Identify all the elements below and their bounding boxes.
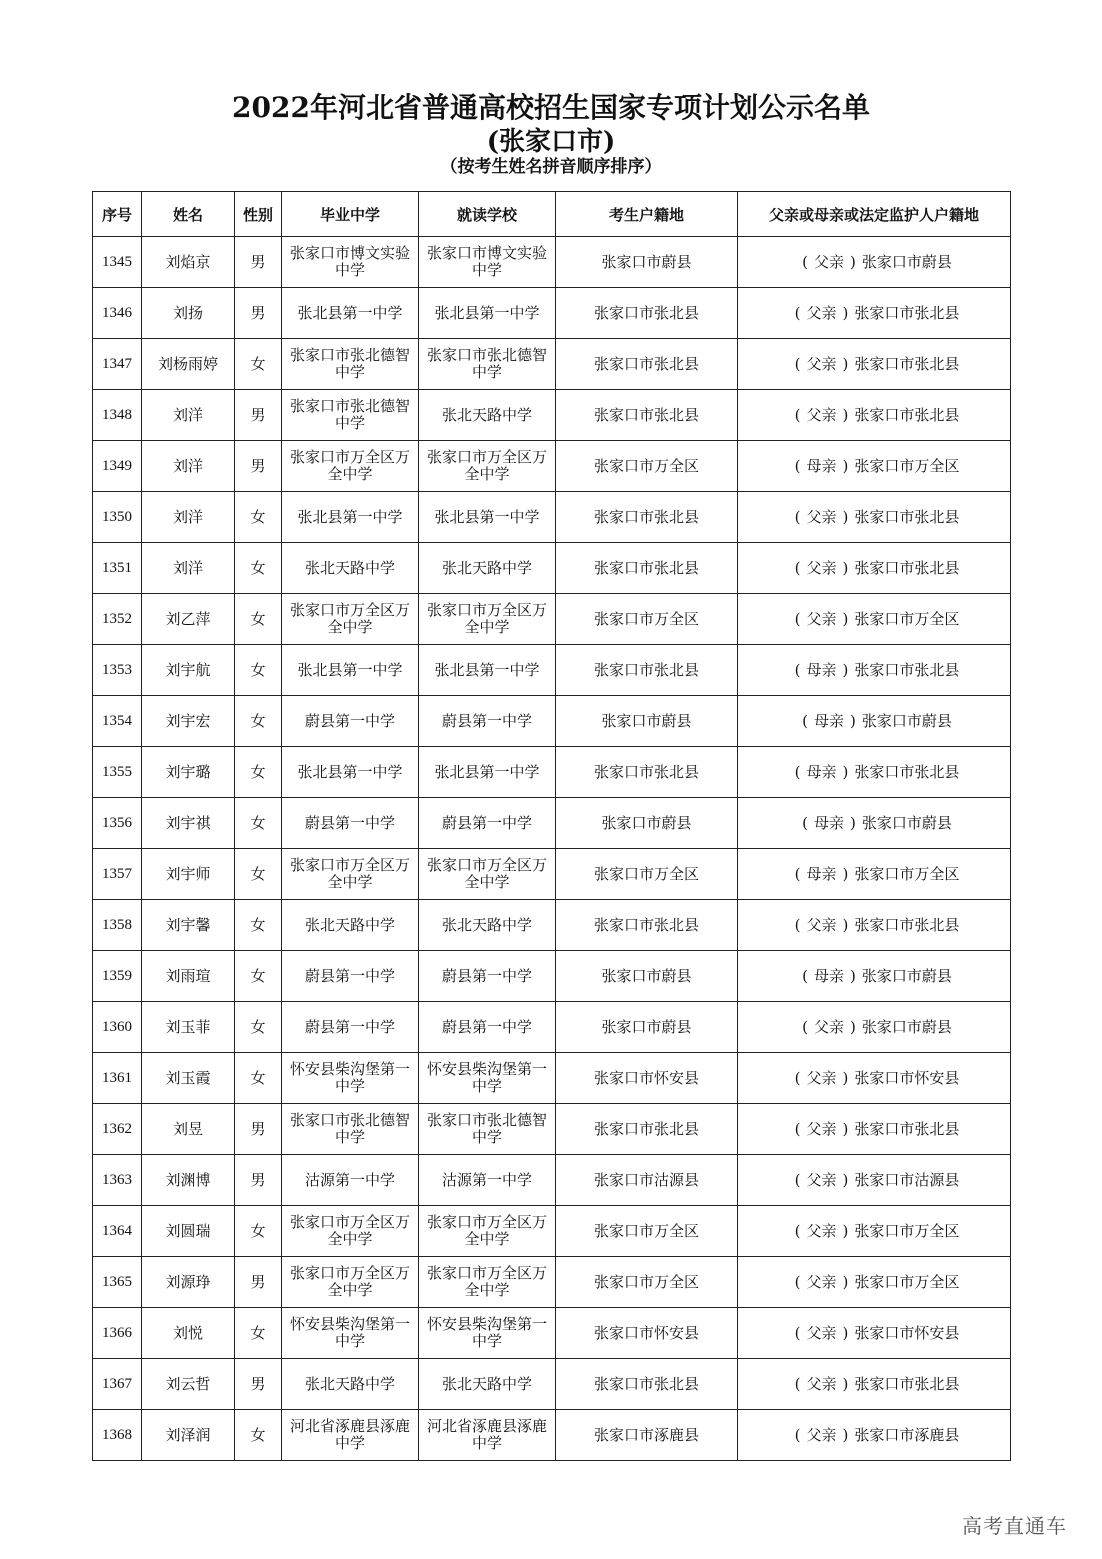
cell-gender: 女 bbox=[235, 849, 282, 900]
cell-name: 刘雨瑄 bbox=[142, 951, 235, 1002]
cell-gender: 女 bbox=[235, 951, 282, 1002]
table-row bbox=[93, 492, 1011, 543]
cell-grad-school: 张家口市张北德智中学 bbox=[282, 1104, 419, 1155]
cell-seq: 1367 bbox=[93, 1359, 142, 1410]
cell-current-school: 张家口市万全区万全中学 bbox=[419, 849, 556, 900]
cell-seq: 1361 bbox=[93, 1053, 142, 1104]
cell-current-school: 张北天路中学 bbox=[419, 900, 556, 951]
cell-grad-school: 沽源第一中学 bbox=[282, 1155, 419, 1206]
header-guardian-hukou: 父亲或母亲或法定监护人户籍地 bbox=[738, 192, 1011, 237]
cell-grad-school: 蔚县第一中学 bbox=[282, 1002, 419, 1053]
table-row bbox=[93, 441, 1011, 492]
cell-grad-school: 怀安县柴沟堡第一中学 bbox=[282, 1308, 419, 1359]
cell-hukou: 张家口市万全区 bbox=[556, 1206, 738, 1257]
guardian-relation: 父亲 bbox=[806, 609, 837, 628]
cell-name: 刘洋 bbox=[142, 441, 235, 492]
admission-roster-table bbox=[92, 191, 1011, 1461]
guardian-hukou-place: 张家口市张北县 bbox=[854, 303, 960, 322]
cell-hukou: 张家口市张北县 bbox=[556, 645, 738, 696]
cell-guardian-hukou: ( 父亲 ) 张家口市蔚县 bbox=[738, 237, 1011, 288]
cell-seq: 1355 bbox=[93, 747, 142, 798]
table-header-row bbox=[93, 192, 1011, 237]
cell-seq: 1348 bbox=[93, 390, 142, 441]
watermark: 高考直通车 bbox=[962, 1514, 1067, 1538]
cell-current-school: 蔚县第一中学 bbox=[419, 696, 556, 747]
guardian-hukou-place: 张家口市张北县 bbox=[854, 660, 960, 679]
cell-guardian-hukou: ( 母亲 ) 张家口市张北县 bbox=[738, 645, 1011, 696]
guardian-hukou-place: 张家口市蔚县 bbox=[861, 1017, 952, 1036]
cell-seq: 1356 bbox=[93, 798, 142, 849]
cell-gender: 女 bbox=[235, 645, 282, 696]
cell-name: 刘泽润 bbox=[142, 1410, 235, 1461]
guardian-hukou-place: 张家口市张北县 bbox=[854, 1119, 960, 1138]
cell-name: 刘云哲 bbox=[142, 1359, 235, 1410]
guardian-relation: 母亲 bbox=[813, 966, 844, 985]
guardian-relation: 父亲 bbox=[806, 303, 837, 322]
cell-gender: 男 bbox=[235, 1257, 282, 1308]
cell-grad-school: 张家口市万全区万全中学 bbox=[282, 849, 419, 900]
cell-grad-school: 张北县第一中学 bbox=[282, 747, 419, 798]
cell-guardian-hukou: ( 母亲 ) 张家口市蔚县 bbox=[738, 798, 1011, 849]
cell-name: 刘焰京 bbox=[142, 237, 235, 288]
cell-current-school: 河北省涿鹿县涿鹿中学 bbox=[419, 1410, 556, 1461]
guardian-hukou-place: 张家口市张北县 bbox=[854, 915, 960, 934]
table-row bbox=[93, 1410, 1011, 1461]
guardian-relation: 父亲 bbox=[806, 507, 837, 526]
cell-guardian-hukou: ( 母亲 ) 张家口市蔚县 bbox=[738, 696, 1011, 747]
guardian-relation: 父亲 bbox=[806, 354, 837, 373]
cell-gender: 男 bbox=[235, 1359, 282, 1410]
guardian-hukou-place: 张家口市蔚县 bbox=[861, 966, 952, 985]
document-title: 2022年河北省普通高校招生国家专项计划公示名单 bbox=[232, 91, 870, 124]
guardian-relation: 父亲 bbox=[806, 1119, 837, 1138]
cell-name: 刘悦 bbox=[142, 1308, 235, 1359]
table-row bbox=[93, 1257, 1011, 1308]
cell-guardian-hukou: ( 父亲 ) 张家口市张北县 bbox=[738, 492, 1011, 543]
cell-hukou: 张家口市蔚县 bbox=[556, 798, 738, 849]
cell-name: 刘洋 bbox=[142, 543, 235, 594]
table-row bbox=[93, 339, 1011, 390]
cell-guardian-hukou: ( 父亲 ) 张家口市怀安县 bbox=[738, 1308, 1011, 1359]
header-gender: 性别 bbox=[235, 192, 282, 237]
cell-guardian-hukou: ( 父亲 ) 张家口市沽源县 bbox=[738, 1155, 1011, 1206]
cell-name: 刘宇师 bbox=[142, 849, 235, 900]
cell-current-school: 张家口市万全区万全中学 bbox=[419, 1206, 556, 1257]
guardian-hukou-place: 张家口市蔚县 bbox=[861, 252, 952, 271]
cell-gender: 女 bbox=[235, 1002, 282, 1053]
cell-current-school: 怀安县柴沟堡第一中学 bbox=[419, 1308, 556, 1359]
cell-hukou: 张家口市万全区 bbox=[556, 441, 738, 492]
cell-guardian-hukou: ( 母亲 ) 张家口市张北县 bbox=[738, 747, 1011, 798]
cell-grad-school: 张家口市张北德智中学 bbox=[282, 390, 419, 441]
cell-name: 刘扬 bbox=[142, 288, 235, 339]
cell-current-school: 张北县第一中学 bbox=[419, 747, 556, 798]
cell-current-school: 张家口市博文实验中学 bbox=[419, 237, 556, 288]
cell-gender: 女 bbox=[235, 1206, 282, 1257]
guardian-hukou-place: 张家口市张北县 bbox=[854, 1374, 960, 1393]
guardian-hukou-place: 张家口市蔚县 bbox=[861, 813, 952, 832]
cell-seq: 1346 bbox=[93, 288, 142, 339]
cell-name: 刘圆瑞 bbox=[142, 1206, 235, 1257]
cell-guardian-hukou: ( 父亲 ) 张家口市万全区 bbox=[738, 1257, 1011, 1308]
cell-guardian-hukou: ( 母亲 ) 张家口市万全区 bbox=[738, 849, 1011, 900]
cell-grad-school: 张家口市万全区万全中学 bbox=[282, 1257, 419, 1308]
table-row bbox=[93, 747, 1011, 798]
cell-seq: 1345 bbox=[93, 237, 142, 288]
table-row bbox=[93, 1359, 1011, 1410]
header-hukou: 考生户籍地 bbox=[556, 192, 738, 237]
cell-guardian-hukou: ( 父亲 ) 张家口市张北县 bbox=[738, 288, 1011, 339]
cell-guardian-hukou: ( 父亲 ) 张家口市怀安县 bbox=[738, 1053, 1011, 1104]
cell-grad-school: 张家口市张北德智中学 bbox=[282, 339, 419, 390]
table-row bbox=[93, 951, 1011, 1002]
guardian-relation: 母亲 bbox=[806, 864, 837, 883]
cell-grad-school: 蔚县第一中学 bbox=[282, 951, 419, 1002]
cell-current-school: 张北县第一中学 bbox=[419, 645, 556, 696]
cell-grad-school: 张家口市万全区万全中学 bbox=[282, 594, 419, 645]
cell-gender: 男 bbox=[235, 390, 282, 441]
cell-hukou: 张家口市张北县 bbox=[556, 492, 738, 543]
cell-name: 刘玉霞 bbox=[142, 1053, 235, 1104]
cell-seq: 1363 bbox=[93, 1155, 142, 1206]
table-row bbox=[93, 849, 1011, 900]
guardian-hukou-place: 张家口市沽源县 bbox=[854, 1170, 960, 1189]
cell-seq: 1357 bbox=[93, 849, 142, 900]
cell-hukou: 张家口市万全区 bbox=[556, 594, 738, 645]
cell-seq: 1347 bbox=[93, 339, 142, 390]
table-row bbox=[93, 594, 1011, 645]
cell-name: 刘杨雨婷 bbox=[142, 339, 235, 390]
document-subtitle: (张家口市) bbox=[486, 127, 616, 157]
cell-guardian-hukou: ( 母亲 ) 张家口市万全区 bbox=[738, 441, 1011, 492]
cell-hukou: 张家口市张北县 bbox=[556, 1359, 738, 1410]
cell-hukou: 张家口市万全区 bbox=[556, 1257, 738, 1308]
guardian-hukou-place: 张家口市张北县 bbox=[854, 354, 960, 373]
cell-hukou: 张家口市张北县 bbox=[556, 543, 738, 594]
guardian-hukou-place: 张家口市万全区 bbox=[854, 864, 960, 883]
cell-gender: 女 bbox=[235, 900, 282, 951]
header-seq: 序号 bbox=[93, 192, 142, 237]
cell-hukou: 张家口市涿鹿县 bbox=[556, 1410, 738, 1461]
cell-name: 刘昱 bbox=[142, 1104, 235, 1155]
cell-gender: 女 bbox=[235, 543, 282, 594]
cell-current-school: 张家口市万全区万全中学 bbox=[419, 1257, 556, 1308]
cell-gender: 男 bbox=[235, 237, 282, 288]
cell-hukou: 张家口市蔚县 bbox=[556, 237, 738, 288]
header-name: 姓名 bbox=[142, 192, 235, 237]
cell-grad-school: 张北天路中学 bbox=[282, 1359, 419, 1410]
cell-name: 刘源琤 bbox=[142, 1257, 235, 1308]
cell-current-school: 张北县第一中学 bbox=[419, 492, 556, 543]
guardian-hukou-place: 张家口市张北县 bbox=[854, 762, 960, 781]
table-row bbox=[93, 798, 1011, 849]
cell-current-school: 张北县第一中学 bbox=[419, 288, 556, 339]
guardian-relation: 母亲 bbox=[806, 660, 837, 679]
cell-grad-school: 河北省涿鹿县涿鹿中学 bbox=[282, 1410, 419, 1461]
table-row bbox=[93, 390, 1011, 441]
table-row bbox=[93, 1104, 1011, 1155]
cell-hukou: 张家口市怀安县 bbox=[556, 1053, 738, 1104]
cell-current-school: 张家口市万全区万全中学 bbox=[419, 594, 556, 645]
cell-seq: 1366 bbox=[93, 1308, 142, 1359]
cell-guardian-hukou: ( 父亲 ) 张家口市张北县 bbox=[738, 1104, 1011, 1155]
cell-name: 刘宇宏 bbox=[142, 696, 235, 747]
cell-hukou: 张家口市张北县 bbox=[556, 1104, 738, 1155]
cell-gender: 女 bbox=[235, 339, 282, 390]
cell-name: 刘玉菲 bbox=[142, 1002, 235, 1053]
cell-current-school: 沽源第一中学 bbox=[419, 1155, 556, 1206]
cell-gender: 女 bbox=[235, 696, 282, 747]
cell-grad-school: 张家口市万全区万全中学 bbox=[282, 441, 419, 492]
cell-current-school: 蔚县第一中学 bbox=[419, 798, 556, 849]
header-grad-school: 毕业中学 bbox=[282, 192, 419, 237]
cell-grad-school: 蔚县第一中学 bbox=[282, 798, 419, 849]
table-row bbox=[93, 1308, 1011, 1359]
cell-name: 刘洋 bbox=[142, 390, 235, 441]
cell-current-school: 张家口市万全区万全中学 bbox=[419, 441, 556, 492]
cell-gender: 女 bbox=[235, 1053, 282, 1104]
guardian-relation: 母亲 bbox=[813, 813, 844, 832]
cell-name: 刘宇祺 bbox=[142, 798, 235, 849]
cell-gender: 女 bbox=[235, 1410, 282, 1461]
cell-current-school: 蔚县第一中学 bbox=[419, 1002, 556, 1053]
guardian-hukou-place: 张家口市万全区 bbox=[854, 456, 960, 475]
guardian-hukou-place: 张家口市张北县 bbox=[854, 558, 960, 577]
cell-current-school: 张家口市张北德智中学 bbox=[419, 1104, 556, 1155]
table-row bbox=[93, 1053, 1011, 1104]
cell-grad-school: 张北县第一中学 bbox=[282, 288, 419, 339]
table-row bbox=[93, 1155, 1011, 1206]
cell-guardian-hukou: ( 母亲 ) 张家口市蔚县 bbox=[738, 951, 1011, 1002]
guardian-relation: 父亲 bbox=[806, 1425, 837, 1444]
cell-hukou: 张家口市张北县 bbox=[556, 390, 738, 441]
header-current-school: 就读学校 bbox=[419, 192, 556, 237]
cell-gender: 男 bbox=[235, 288, 282, 339]
table-row bbox=[93, 288, 1011, 339]
guardian-relation: 父亲 bbox=[806, 1323, 837, 1342]
cell-current-school: 张北天路中学 bbox=[419, 390, 556, 441]
cell-guardian-hukou: ( 父亲 ) 张家口市蔚县 bbox=[738, 1002, 1011, 1053]
guardian-relation: 父亲 bbox=[806, 405, 837, 424]
cell-seq: 1364 bbox=[93, 1206, 142, 1257]
cell-grad-school: 怀安县柴沟堡第一中学 bbox=[282, 1053, 419, 1104]
guardian-relation: 父亲 bbox=[806, 558, 837, 577]
cell-gender: 男 bbox=[235, 441, 282, 492]
cell-name: 刘渊博 bbox=[142, 1155, 235, 1206]
cell-seq: 1349 bbox=[93, 441, 142, 492]
table-body bbox=[93, 237, 1011, 1461]
cell-gender: 女 bbox=[235, 747, 282, 798]
cell-seq: 1350 bbox=[93, 492, 142, 543]
guardian-hukou-place: 张家口市怀安县 bbox=[854, 1323, 960, 1342]
cell-hukou: 张家口市万全区 bbox=[556, 849, 738, 900]
table-row bbox=[93, 1206, 1011, 1257]
cell-seq: 1353 bbox=[93, 645, 142, 696]
cell-guardian-hukou: ( 父亲 ) 张家口市张北县 bbox=[738, 390, 1011, 441]
cell-current-school: 怀安县柴沟堡第一中学 bbox=[419, 1053, 556, 1104]
cell-current-school: 张北天路中学 bbox=[419, 543, 556, 594]
cell-grad-school: 张北县第一中学 bbox=[282, 645, 419, 696]
cell-hukou: 张家口市张北县 bbox=[556, 288, 738, 339]
guardian-relation: 父亲 bbox=[813, 252, 844, 271]
guardian-relation: 母亲 bbox=[806, 762, 837, 781]
cell-guardian-hukou: ( 父亲 ) 张家口市张北县 bbox=[738, 1359, 1011, 1410]
cell-gender: 女 bbox=[235, 594, 282, 645]
cell-current-school: 张北天路中学 bbox=[419, 1359, 556, 1410]
guardian-relation: 父亲 bbox=[813, 1017, 844, 1036]
cell-grad-school: 蔚县第一中学 bbox=[282, 696, 419, 747]
cell-seq: 1352 bbox=[93, 594, 142, 645]
guardian-relation: 父亲 bbox=[806, 1068, 837, 1087]
cell-seq: 1354 bbox=[93, 696, 142, 747]
cell-hukou: 张家口市张北县 bbox=[556, 747, 738, 798]
table-row bbox=[93, 696, 1011, 747]
guardian-hukou-place: 张家口市张北县 bbox=[854, 405, 960, 424]
cell-seq: 1368 bbox=[93, 1410, 142, 1461]
cell-gender: 男 bbox=[235, 1155, 282, 1206]
guardian-hukou-place: 张家口市怀安县 bbox=[854, 1068, 960, 1087]
cell-guardian-hukou: ( 父亲 ) 张家口市万全区 bbox=[738, 594, 1011, 645]
guardian-hukou-place: 张家口市万全区 bbox=[854, 1221, 960, 1240]
cell-grad-school: 张家口市万全区万全中学 bbox=[282, 1206, 419, 1257]
guardian-hukou-place: 张家口市万全区 bbox=[854, 609, 960, 628]
table-row bbox=[93, 1002, 1011, 1053]
guardian-hukou-place: 张家口市张北县 bbox=[854, 507, 960, 526]
cell-seq: 1358 bbox=[93, 900, 142, 951]
cell-hukou: 张家口市蔚县 bbox=[556, 951, 738, 1002]
cell-name: 刘乙萍 bbox=[142, 594, 235, 645]
cell-name: 刘洋 bbox=[142, 492, 235, 543]
cell-guardian-hukou: ( 父亲 ) 张家口市万全区 bbox=[738, 1206, 1011, 1257]
cell-seq: 1359 bbox=[93, 951, 142, 1002]
cell-name: 刘宇航 bbox=[142, 645, 235, 696]
cell-guardian-hukou: ( 父亲 ) 张家口市张北县 bbox=[738, 339, 1011, 390]
cell-hukou: 张家口市蔚县 bbox=[556, 696, 738, 747]
table-row bbox=[93, 543, 1011, 594]
cell-hukou: 张家口市张北县 bbox=[556, 900, 738, 951]
cell-guardian-hukou: ( 父亲 ) 张家口市张北县 bbox=[738, 543, 1011, 594]
guardian-relation: 母亲 bbox=[813, 711, 844, 730]
table-row bbox=[93, 900, 1011, 951]
cell-gender: 女 bbox=[235, 798, 282, 849]
guardian-relation: 父亲 bbox=[806, 1221, 837, 1240]
guardian-relation: 父亲 bbox=[806, 1170, 837, 1189]
table-row bbox=[93, 645, 1011, 696]
cell-gender: 男 bbox=[235, 1104, 282, 1155]
cell-hukou: 张家口市张北县 bbox=[556, 339, 738, 390]
cell-seq: 1362 bbox=[93, 1104, 142, 1155]
cell-gender: 女 bbox=[235, 492, 282, 543]
guardian-hukou-place: 张家口市蔚县 bbox=[861, 711, 952, 730]
cell-seq: 1351 bbox=[93, 543, 142, 594]
guardian-relation: 父亲 bbox=[806, 1272, 837, 1291]
cell-gender: 女 bbox=[235, 1308, 282, 1359]
cell-current-school: 张家口市张北德智中学 bbox=[419, 339, 556, 390]
sort-order-note: （按考生姓名拼音顺序排序） bbox=[440, 157, 662, 177]
guardian-relation: 父亲 bbox=[806, 1374, 837, 1393]
cell-hukou: 张家口市沽源县 bbox=[556, 1155, 738, 1206]
table-row bbox=[93, 237, 1011, 288]
cell-grad-school: 张北天路中学 bbox=[282, 543, 419, 594]
cell-guardian-hukou: ( 父亲 ) 张家口市涿鹿县 bbox=[738, 1410, 1011, 1461]
cell-name: 刘宇馨 bbox=[142, 900, 235, 951]
guardian-relation: 母亲 bbox=[806, 456, 837, 475]
cell-seq: 1360 bbox=[93, 1002, 142, 1053]
guardian-hukou-place: 张家口市涿鹿县 bbox=[854, 1425, 960, 1444]
cell-guardian-hukou: ( 父亲 ) 张家口市张北县 bbox=[738, 900, 1011, 951]
cell-hukou: 张家口市蔚县 bbox=[556, 1002, 738, 1053]
cell-grad-school: 张北天路中学 bbox=[282, 900, 419, 951]
cell-grad-school: 张北县第一中学 bbox=[282, 492, 419, 543]
guardian-hukou-place: 张家口市万全区 bbox=[854, 1272, 960, 1291]
cell-grad-school: 张家口市博文实验中学 bbox=[282, 237, 419, 288]
cell-name: 刘宇璐 bbox=[142, 747, 235, 798]
cell-seq: 1365 bbox=[93, 1257, 142, 1308]
cell-current-school: 蔚县第一中学 bbox=[419, 951, 556, 1002]
cell-hukou: 张家口市怀安县 bbox=[556, 1308, 738, 1359]
guardian-relation: 父亲 bbox=[806, 915, 837, 934]
